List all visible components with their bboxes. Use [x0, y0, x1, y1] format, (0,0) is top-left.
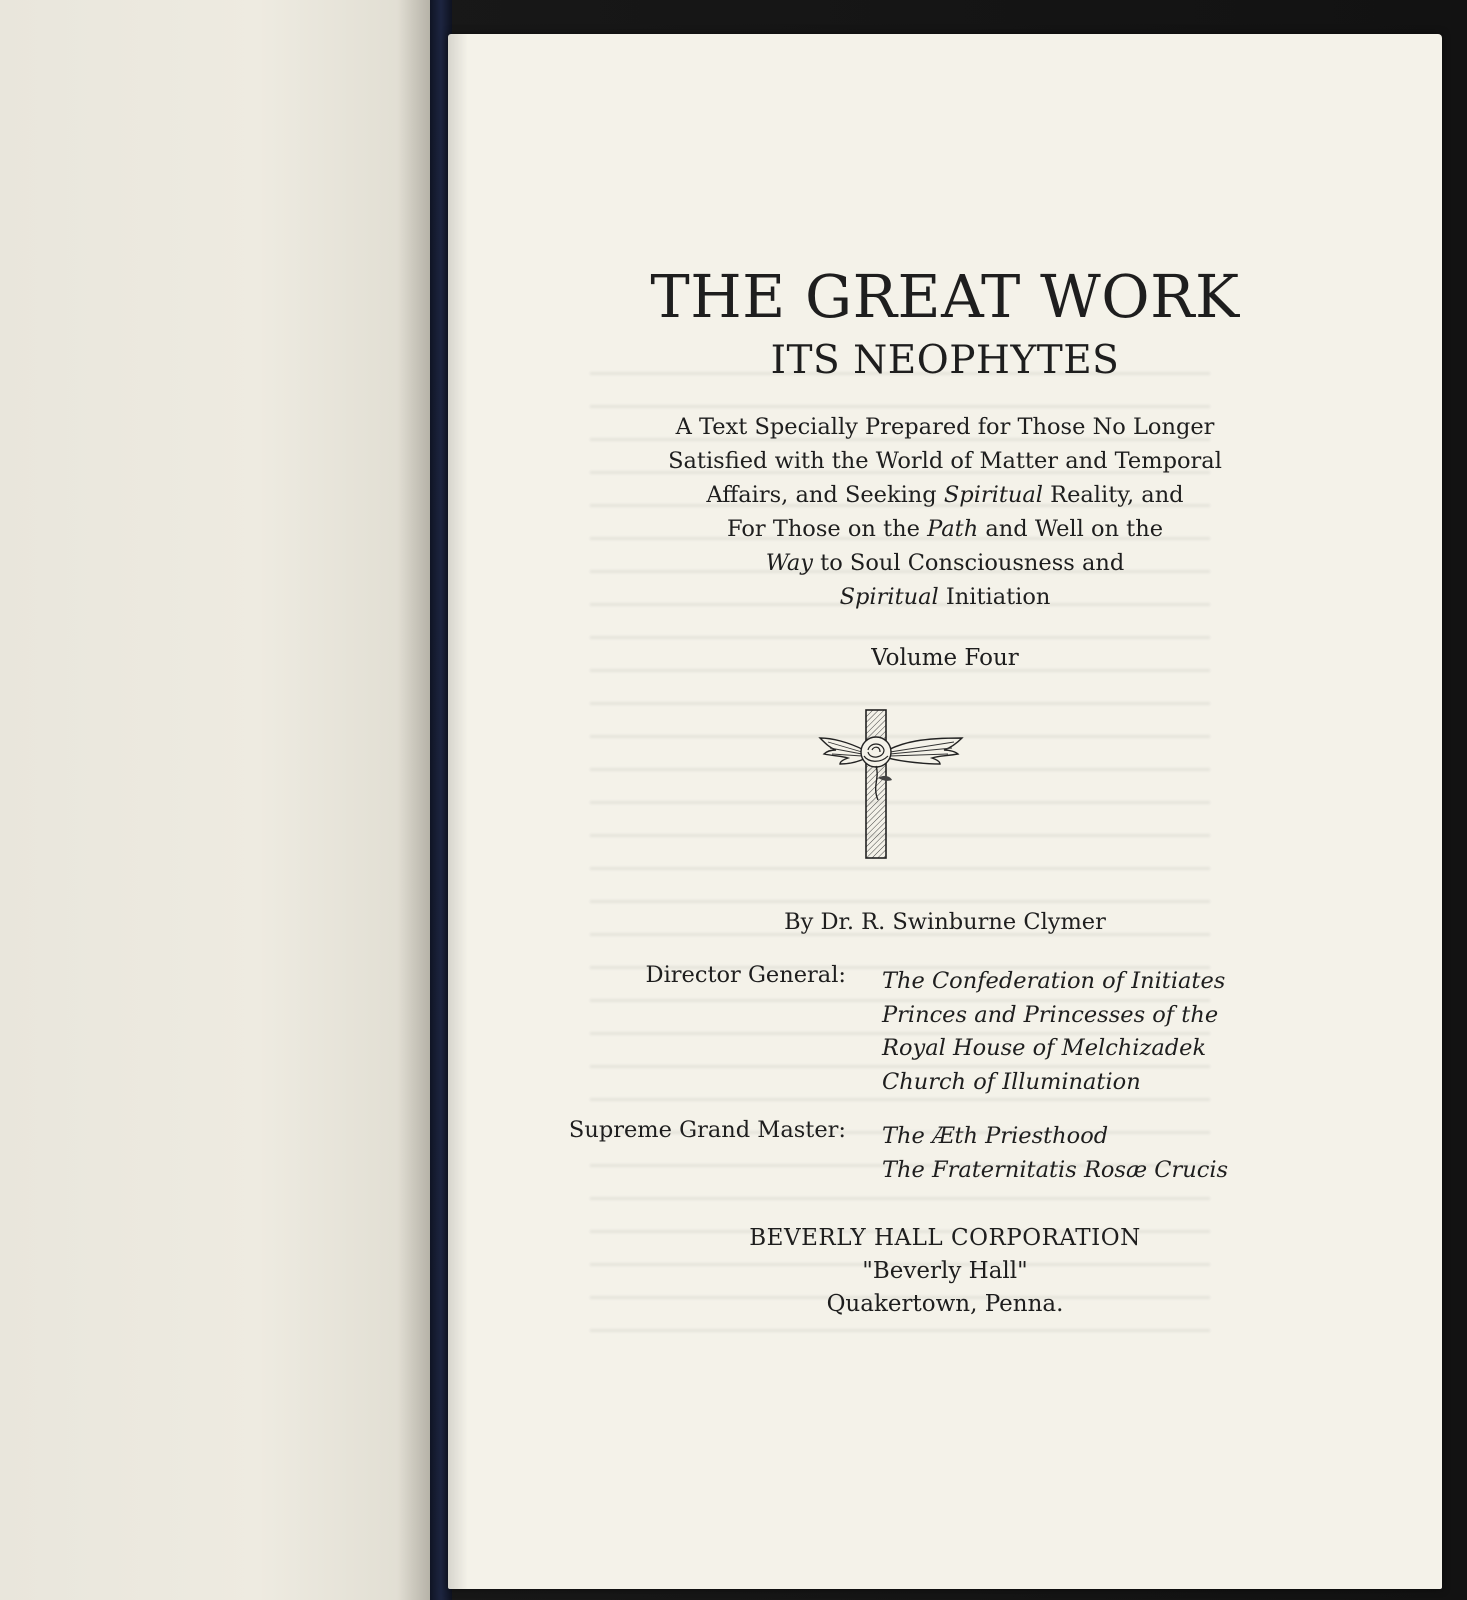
- volume-label: Volume Four: [871, 645, 1019, 671]
- description-line: Affairs, and Seeking Spiritual Reality, and: [706, 482, 1184, 508]
- description-line: Spiritual Initiation: [839, 584, 1051, 610]
- affiliation: Church of Illumination: [882, 1068, 1141, 1095]
- description-line: Way to Soul Consciousness and: [765, 550, 1125, 576]
- affiliation: The Confederation of Initiates: [882, 968, 1226, 994]
- book-subtitle: ITS NEOPHYTES: [770, 338, 1120, 383]
- supreme-grand-master-affiliations: [882, 1120, 1228, 1187]
- description-line: A Text Specially Prepared for Those No Longer: [675, 414, 1215, 440]
- left-blank-page: [0, 0, 430, 1600]
- left-page-shadow: [398, 0, 430, 1600]
- affiliation: Princes and Princesses of the: [882, 1001, 1219, 1028]
- winged-rose-cross-icon: [818, 708, 964, 860]
- description-line: For Those on the Path and Well on the: [726, 516, 1164, 542]
- director-general-affiliations: [882, 965, 1225, 1099]
- director-general-label: Director General:: [645, 962, 846, 988]
- supreme-grand-master-label: Supreme Grand Master:: [568, 1117, 846, 1143]
- description-line: Satisfied with the World of Matter and Temporal: [668, 448, 1222, 474]
- description: [448, 410, 1442, 614]
- publisher-city: Quakertown, Penna.: [826, 1291, 1064, 1317]
- author-line: By Dr. R. Swinburne Clymer: [784, 909, 1106, 935]
- publisher-place: "Beverly Hall": [862, 1258, 1028, 1284]
- affiliation: The Fraternitatis Rosæ Crucis: [882, 1156, 1229, 1183]
- publisher-name: BEVERLY HALL CORPORATION: [749, 1225, 1141, 1251]
- book-title: THE GREAT WORK: [650, 262, 1240, 331]
- affiliation: The Æth Priesthood: [882, 1123, 1109, 1149]
- publisher-block: [448, 1222, 1442, 1321]
- affiliation: Royal House of Melchizadek: [882, 1035, 1207, 1061]
